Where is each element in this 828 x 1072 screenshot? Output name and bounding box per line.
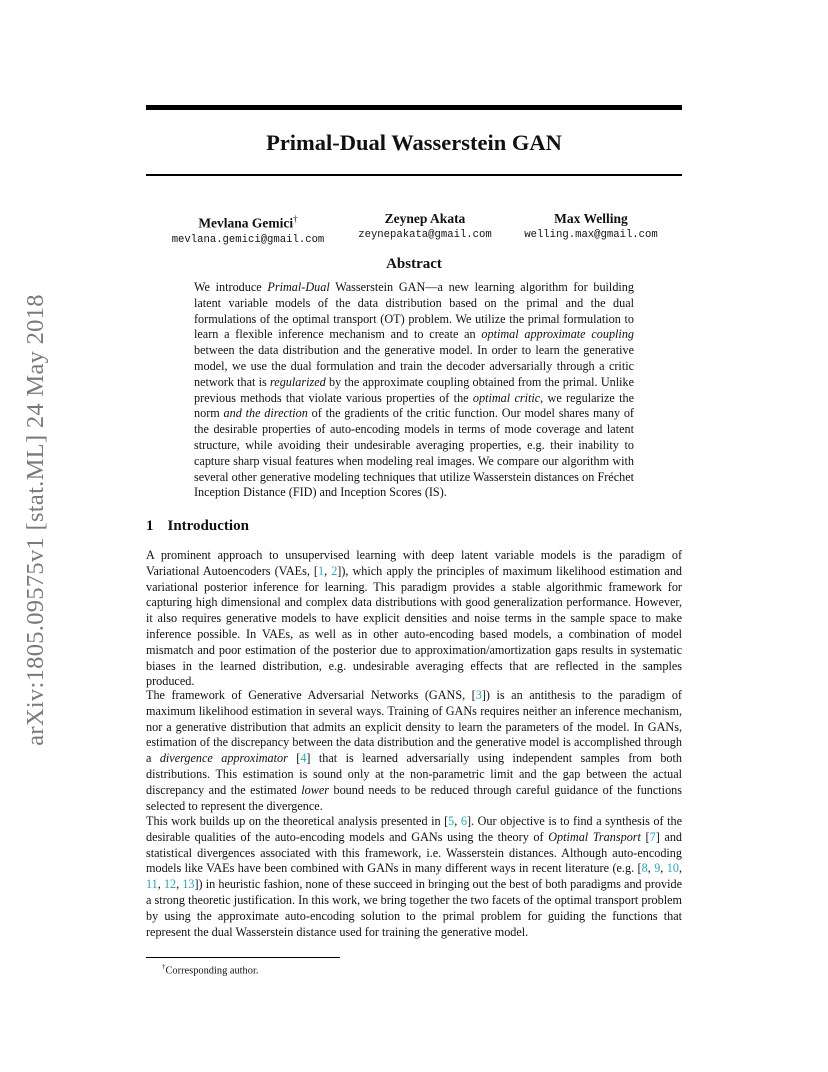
intro-paragraph: [146, 548, 682, 690]
footnote-mark: †: [162, 963, 166, 971]
text-run: ]) in heuristic fashion, none of these succeed in bringing out the best of both paradigms and provide a strong theoretic justification. In this work, we bring together the two facets of the optimal transport problem by using the approximate auto-encoding solution to the primal problem for guiding the functions that represent the dual Wasserstein distance used for training the generative model.: [146, 877, 683, 939]
text-run: ] that is learned adversarially using independent samples from both distributions. This estimation is sound only at the non-parametric limit and the gap between the actual discrepancy and the estimated: [146, 751, 682, 797]
emphasized-text: optimal approximate coupling: [481, 327, 635, 342]
citation-link[interactable]: 12: [163, 877, 177, 892]
emphasized-text: lower: [301, 782, 330, 797]
text-run: ]. Our objective is to find a synthesis of the desirable qualities of the auto-encoding models and GANs using the theory of: [146, 814, 682, 844]
citation-link[interactable]: 4: [300, 751, 307, 766]
intro-paragraph: [146, 814, 682, 940]
citation-link[interactable]: 10: [666, 861, 679, 876]
author-email[interactable]: zeynepakata@gmail.com: [358, 229, 492, 241]
intro-paragraph: [146, 688, 682, 814]
text-run: We introduce: [194, 280, 268, 294]
title-bottom-rule: [146, 174, 682, 176]
section-heading: [146, 518, 249, 535]
emphasized-text: and the direction: [223, 406, 308, 421]
footnote-rule: [146, 957, 340, 958]
footnote-text: Corresponding author.: [165, 965, 259, 977]
text-run: Wasserstein GAN—a new learning algorithm for building latent variable models of the data distribution based on the primal and the dual formulations of the optimal transport (OT) problem. We utilize the primal formulation to learn a flexible inference mechanism and to create an: [194, 280, 634, 342]
author-block: [346, 211, 504, 243]
abstract-text: [194, 280, 634, 501]
text-run: ,: [324, 563, 332, 578]
arxiv-identifier-text: arXiv:1805.09575v1 [stat.ML] 24 May 2018: [22, 294, 49, 746]
text-run: between the data distribution and the generative model. In order to learn the generative model, we use the dual formulation and train the decoder adversarially through a critic network that is: [194, 343, 634, 389]
emphasized-text: Optimal Transport: [548, 829, 641, 844]
citation-link[interactable]: 7: [649, 829, 656, 844]
citation-link[interactable]: 8: [641, 861, 648, 876]
abstract-heading: Abstract: [386, 256, 442, 272]
text-run: ,: [176, 877, 183, 892]
text-run: of the gradients of the critic function. Our model shares many of the desirable properties of auto-encoding models in terms of mode coverage and latent structure, while avoiding their undesirable averaging properties, e.g. their inability to capture sharp visual features when modeling real images. We compare our algorithm with several other generative modeling techniques that utilize Wasserstein distances on Fréchet Inception Distance (FID) and Inception Scores (IS).: [194, 406, 634, 500]
emphasized-text: Primal-Dual: [267, 280, 330, 294]
emphasized-text: regularized: [270, 374, 326, 389]
citation-link[interactable]: 11: [146, 877, 158, 892]
citation-link[interactable]: 5: [448, 814, 455, 828]
title-top-rule: [146, 105, 682, 110]
text-run: ,: [454, 814, 461, 828]
citation-link[interactable]: 2: [331, 563, 338, 578]
text-run: ,: [157, 877, 164, 892]
author-name: Mevlana Gemici†: [198, 214, 298, 231]
paper-title: Primal-Dual Wasserstein GAN: [266, 130, 562, 155]
text-run: [: [287, 751, 301, 766]
text-run: ]) is an antithesis to the paradigm of maximum likelihood estimation in several ways. Training of GANs requires neither an inference mechanism, nor a generative distribution that admits an explicit density to learn the parameters of the model. In GANs, estimation of the discrepancy between the data distribution and the generative model is accomplished through a: [146, 688, 682, 766]
text-run: [: [640, 829, 650, 844]
text-run: This work builds up on the theoretical analysis presented in [: [146, 814, 449, 828]
citation-link[interactable]: 6: [460, 814, 467, 828]
citation-link[interactable]: 9: [654, 861, 661, 876]
author-mark: †: [293, 214, 298, 224]
emphasized-text: optimal critic: [472, 390, 541, 405]
text-run: ,: [647, 861, 655, 876]
citation-link[interactable]: 13: [182, 877, 195, 892]
text-run: ,: [678, 861, 682, 876]
text-run: bound needs to be reduced through careful guidance of the functions selected to represent the divergence.: [146, 782, 682, 813]
author-email[interactable]: welling.max@gmail.com: [524, 229, 658, 241]
text-run: , we regularize the norm: [194, 390, 634, 421]
text-run: ]), which apply the principles of maximum likelihood estimation and variational posterior inference for learning. This paradigm provides a stable algorithmic framework for capturing high dimensional and complex data distributions with good generalization performance. However, it also requires generative models to have explicit densities and noise terms in the sample space to make inference possible. In VAEs, as well as in other auto-encoding based models, a combination of model mismatch and poor estimation of the posterior due to approximation/amortization gaps results in systematic biases in the learned distribution, e.g. undesirable averaging effects that are reflected in the samples produced.: [146, 563, 683, 689]
author-name: Max Welling: [554, 211, 628, 226]
author-block: [162, 211, 334, 248]
footnote: [162, 961, 258, 977]
text-run: A prominent approach to unsupervised learning with deep latent variable models is the paradigm of Variational Autoencoders (VAEs, [: [146, 548, 682, 578]
abstract-paragraph: [194, 280, 634, 501]
emphasized-text: divergence approximator: [159, 751, 288, 766]
author-email[interactable]: mevlana.gemici@gmail.com: [171, 233, 325, 246]
text-run: The framework of Generative Adversarial Networks (GANS, [: [146, 688, 476, 702]
citation-link[interactable]: 1: [318, 563, 325, 578]
author-block: [516, 211, 666, 243]
citation-link[interactable]: 3: [475, 688, 482, 702]
section-number: 1: [146, 518, 154, 534]
section-title: Introduction: [167, 518, 249, 534]
author-name: Zeynep Akata: [384, 211, 466, 226]
text-run: by the approximate coupling obtained from the primal. Unlike previous methods that violate various properties of the: [194, 374, 634, 405]
text-run: ,: [660, 861, 667, 876]
text-run: ] and statistical divergences associated with this framework, i.e. Wasserstein distances. Although auto-encoding models like VAEs have been combined with GANs in many different ways in recent literature (e.g. [: [146, 829, 683, 876]
arxiv-identifier: [14, 270, 58, 770]
